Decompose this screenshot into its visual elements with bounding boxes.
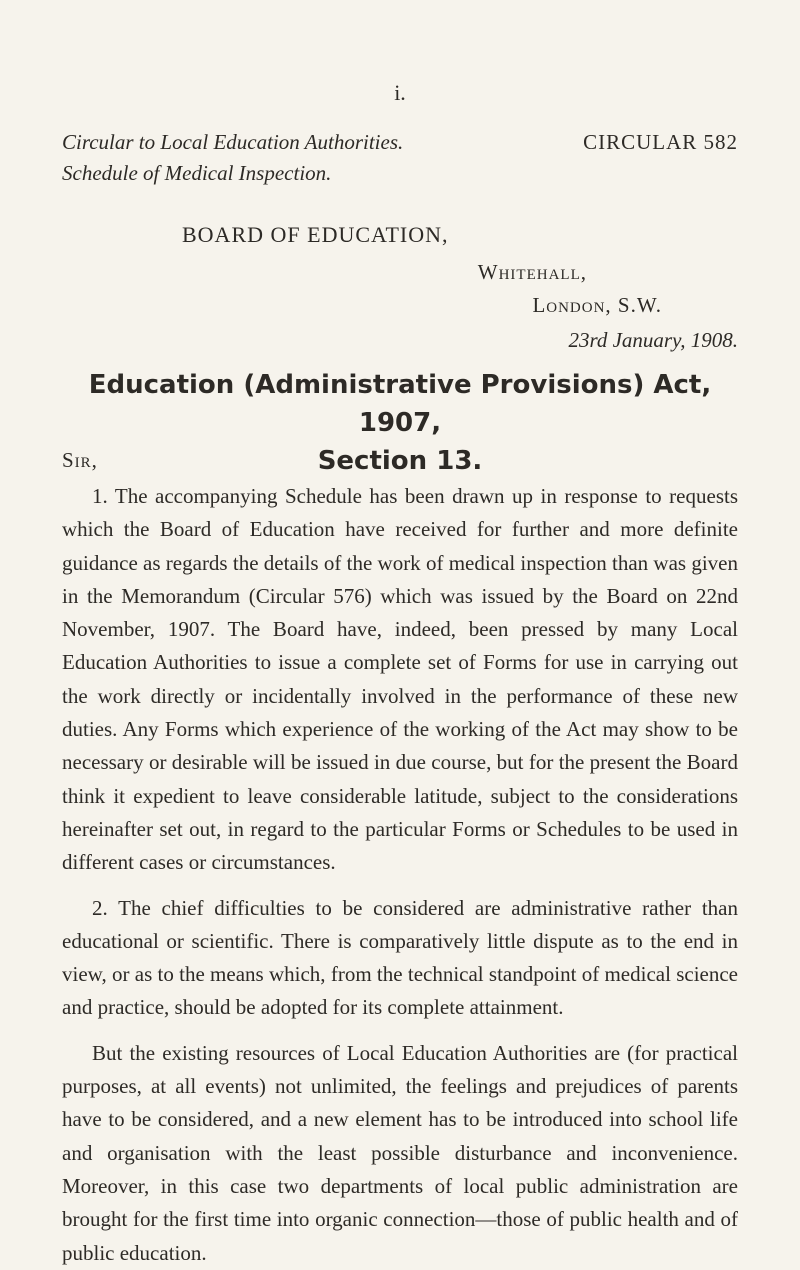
header-row [62, 130, 738, 155]
act-title-line1: Education (Administrative Provisions) Act, 1907, [88, 370, 712, 438]
paragraph-2: 2. The chief difficulties to be considered are administrative rather than educational or scientific. There is comparatively little dispute as to the end in view, or as to the means which, from the technical standpoint of medical science and practice, should be adopted for its complete attainment. [62, 895, 738, 1020]
act-title-line2: Section 13. [317, 446, 483, 476]
letter-body [62, 480, 738, 1270]
address-london: London, S.W. [532, 293, 662, 317]
salutation: Sir, [62, 448, 98, 472]
circular-audience: Circular to Local Education Authorities. [62, 130, 404, 154]
document-header [62, 130, 738, 186]
paragraph-3: But the existing resources of Local Education Authorities are (for practical purposes, at all events) not unlimited, the feelings and prejudices of parents have to be considered, and a new element has to be introduced into school life and organisation with the least possible disturbance and inconvenience. Moreover, in this case two departments of local public administration are brought for the first time into organic connection—those of public health and of public education. [62, 1040, 738, 1265]
paragraph-1: 1. The accompanying Schedule has been drawn up in response to requests which the Board of Education have received for further and more definite guidance as regards the details of the work of medical inspection than was given in the Memorandum (Circular 576) which was issued by the Board on 22nd November, 1907. The Board have, indeed, been pressed by many Local Education Authorities to issue a complete set of Forms for use in carrying out the work directly or incidentally involved in the performance of these new duties. Any Forms which experience of the working of the Act may show to be necessary or desirable will be issued in due course, but for the present the Board think it expedient to leave considerable latitude, subject to the considerations hereinafter set out, in regard to the particular Forms or Schedules to be used in different cases or circumstances. [62, 484, 738, 875]
address-whitehall: Whitehall, [477, 260, 587, 284]
letter-date: 23rd January, 1908. [568, 328, 738, 352]
schedule-subtitle: Schedule of Medical Inspection. [62, 161, 332, 185]
board-name: BOARD OF EDUCATION, [182, 222, 449, 247]
page-number: i. [394, 80, 406, 105]
circular-number: CIRCULAR 582 [583, 130, 738, 154]
act-title [60, 366, 740, 480]
